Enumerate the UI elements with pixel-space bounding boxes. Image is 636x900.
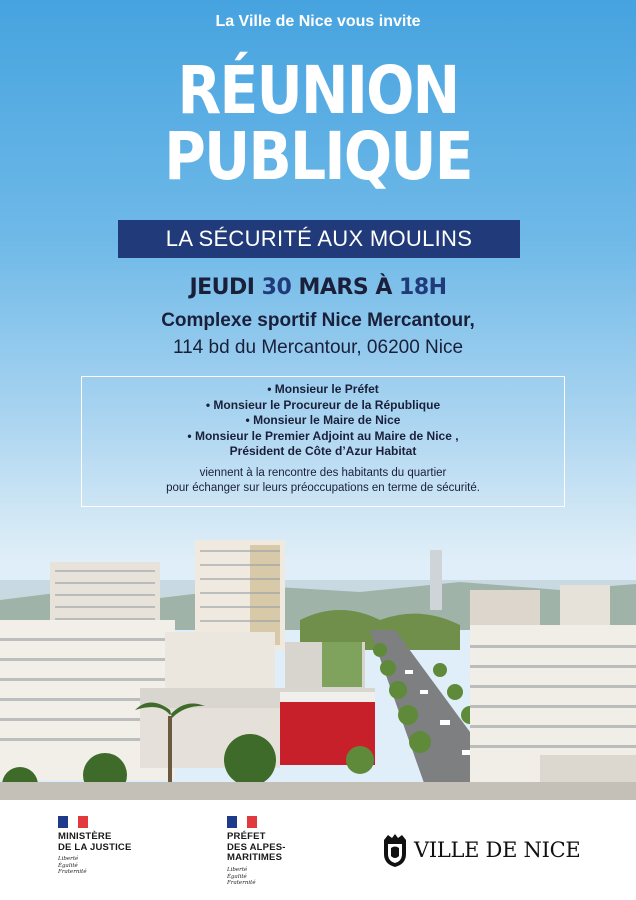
motto-fraternite: Fraternité [227, 880, 256, 886]
motto-fraternite: Fraternité [58, 869, 87, 875]
topic-banner: LA SÉCURITÉ AUX MOULINS [118, 220, 520, 258]
guests-intro-line-1: viennent à la rencontre des habitants du quartier [199, 466, 447, 479]
guests-intro-line-2: pour échanger sur leurs préoccupations en terme de sécurité. [166, 482, 480, 494]
event-venue: Complexe sportif Nice Mercantour, [161, 310, 475, 331]
guest-item: • Monsieur le Maire de Nice [245, 413, 401, 427]
motto-egalite: Égalité [227, 873, 247, 880]
guest-item: • Monsieur le Procureur de la République [205, 397, 441, 412]
guests-intro [82, 466, 564, 497]
event-date [0, 275, 636, 300]
guest-item: • Monsieur le Premier Adjoint au Maire de Nice , [187, 428, 459, 443]
justice-line-1: MINISTÈRE [58, 831, 112, 842]
justice-line-2: DE LA JUSTICE [58, 841, 132, 853]
justice-logo-text [58, 832, 132, 853]
motto-egalite: Égalité [58, 862, 78, 869]
french-flag-icon [58, 816, 88, 828]
guests-box [81, 376, 565, 507]
prefet-line-1: PRÉFET [227, 831, 266, 842]
prefet-line-2: DES ALPES- [227, 841, 286, 853]
date-time: 18H [399, 275, 447, 300]
date-number: 30 [261, 275, 292, 300]
footer-logos [0, 800, 636, 900]
city-photo [0, 520, 636, 800]
motto-liberte: Liberté [227, 867, 248, 873]
prefet-logo-text [227, 832, 286, 864]
title-line-2: PUBLIQUE [164, 118, 472, 195]
guest-item: • Monsieur le Préfet [267, 382, 379, 396]
justice-motto [58, 856, 87, 876]
motto-liberte: Liberté [58, 856, 79, 862]
date-month: MARS À [298, 275, 392, 300]
guest-item: Président de Côte d’Azur Habitat [229, 444, 417, 458]
nice-crest-icon [380, 832, 410, 868]
prefet-line-3: MARITIMES [227, 852, 283, 863]
prefet-motto [227, 867, 256, 887]
invite-text: La Ville de Nice vous invite [215, 13, 421, 30]
event-address: 114 bd du Mercantour, 06200 Nice [172, 337, 464, 358]
ville-de-nice-logo: VILLE DE NICE [414, 838, 581, 862]
date-day: JEUDI [189, 275, 255, 300]
french-flag-icon [227, 816, 257, 828]
title-line-1: RÉUNION [177, 52, 459, 129]
